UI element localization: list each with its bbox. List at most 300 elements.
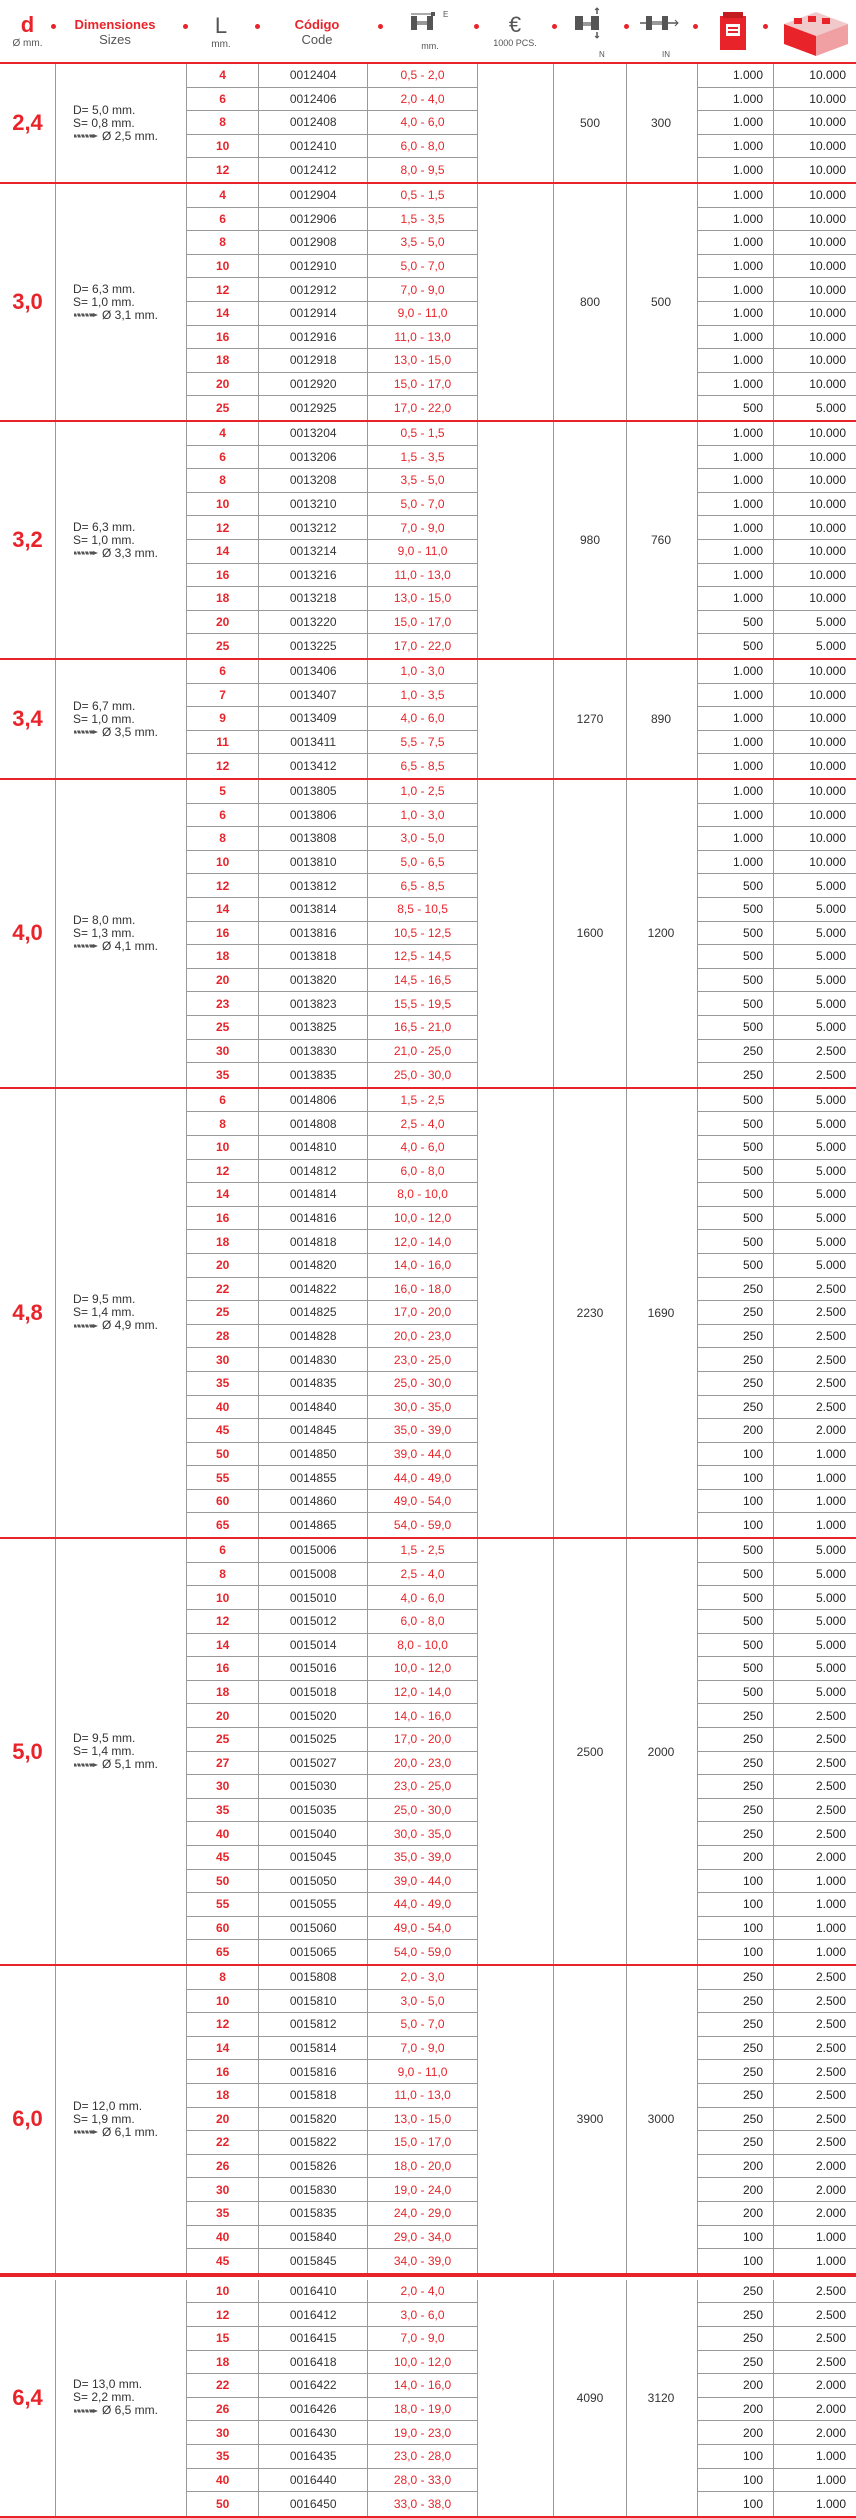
packaging-row (697, 634, 856, 658)
length-cell: 27 (187, 1752, 259, 1775)
table-row (187, 1681, 478, 1705)
header-dot (763, 24, 768, 29)
table-row (187, 1254, 478, 1278)
drill-bit-icon (73, 942, 99, 950)
packaging-row (697, 2013, 856, 2037)
table-row (187, 827, 478, 851)
table-row (187, 634, 478, 658)
header-dot (474, 24, 479, 29)
box-qty-cell: 200 (697, 2155, 774, 2178)
length-cell: 6 (187, 660, 259, 683)
length-cell: 60 (187, 1490, 259, 1513)
box-qty-cell: 250 (697, 1372, 774, 1395)
drill-bit-icon (73, 549, 99, 557)
table-row (187, 1278, 478, 1302)
box-qty-cell: 1.000 (697, 564, 774, 587)
box-qty-cell: 500 (697, 611, 774, 634)
length-cell: 50 (187, 1870, 259, 1893)
carton-qty-cell: 2.500 (815, 1399, 846, 1414)
carton-qty-cell: 5.000 (815, 949, 846, 964)
dimension-S: S= 1,4 mm. (73, 1744, 135, 1759)
packaging-row (697, 422, 856, 446)
packaging-row (697, 516, 856, 540)
packaging-row (697, 2037, 856, 2061)
grip-range-cell: 39,0 - 44,0 (368, 1870, 478, 1893)
grip-range-cell: 4,0 - 6,0 (368, 1586, 478, 1609)
carton-qty-cell: 10.000 (809, 139, 846, 154)
code-cell: 0015006 (259, 1539, 368, 1562)
table-row (187, 2351, 478, 2375)
grip-range-cell: 4,0 - 6,0 (368, 1136, 478, 1159)
box-qty-cell: 250 (697, 1348, 774, 1371)
packaging-row (697, 2445, 856, 2469)
box-qty-cell: 250 (697, 2327, 774, 2350)
dimension-S: S= 0,8 mm. (73, 115, 135, 130)
length-cell: 10 (187, 1990, 259, 2013)
code-cell: 0015027 (259, 1752, 368, 1775)
box-qty-cell: 200 (697, 2178, 774, 2201)
box-qty-cell: 1.000 (697, 349, 774, 372)
grip-range-cell: 5,5 - 7,5 (368, 731, 478, 754)
carton-qty-cell: 10.000 (809, 188, 846, 203)
code-cell: 0012404 (259, 64, 368, 87)
shear-cell: 760 (625, 422, 698, 658)
table-row (187, 1563, 478, 1587)
header-L-label: L (214, 13, 228, 38)
product-group (0, 2280, 856, 2518)
grip-range-cell: 14,0 - 16,0 (368, 1254, 478, 1277)
price-cell: 4090 (553, 2280, 627, 2516)
table-row (187, 1634, 478, 1658)
code-cell: 0014840 (259, 1396, 368, 1419)
box-qty-cell: 500 (697, 1586, 774, 1609)
diameter-value: 6,0 (0, 1966, 56, 2273)
carton-qty-cell: 10.000 (809, 68, 846, 83)
grip-range-cell: 18,0 - 20,0 (368, 2155, 478, 2178)
grip-range-cell: 33,0 - 38,0 (368, 2492, 478, 2516)
drill-bit-icon (73, 311, 99, 319)
table-row (187, 2060, 478, 2084)
code-cell: 0012920 (259, 373, 368, 396)
box-qty-cell: 1.000 (697, 804, 774, 827)
product-group (0, 780, 856, 1089)
code-cell: 0013204 (259, 422, 368, 445)
carton-qty-cell: 10.000 (809, 520, 846, 535)
table-row (187, 1207, 478, 1231)
packaging-row (697, 469, 856, 493)
grip-range-cell: 14,0 - 16,0 (368, 1704, 478, 1727)
product-group (0, 660, 856, 780)
code-cell: 0016418 (259, 2351, 368, 2374)
grip-range-cell: 7,0 - 9,0 (368, 278, 478, 301)
code-cell: 0013816 (259, 922, 368, 945)
length-cell: 4 (187, 184, 259, 207)
grip-range-cell: 1,0 - 3,0 (368, 804, 478, 827)
price-cell: 1600 (553, 780, 627, 1087)
length-cell: 20 (187, 1254, 259, 1277)
group-rows (187, 64, 478, 182)
length-cell: 18 (187, 1230, 259, 1253)
grip-range-cell: 0,5 - 1,5 (368, 184, 478, 207)
grip-range-cell: 54,0 - 59,0 (368, 1940, 478, 1964)
code-cell: 0015820 (259, 2108, 368, 2131)
euro-icon: € (508, 12, 522, 37)
carton-qty-cell: 2.000 (815, 2159, 846, 2174)
length-cell: 35 (187, 1372, 259, 1395)
table-row (187, 945, 478, 969)
grip-range-cell: 9,0 - 11,0 (368, 2060, 478, 2083)
carton-qty-cell: 5.000 (815, 996, 846, 1011)
length-cell: 12 (187, 2303, 259, 2326)
box-qty-cell: 500 (697, 1016, 774, 1039)
product-group (0, 184, 856, 422)
packaging-row (697, 2327, 856, 2351)
length-cell: 22 (187, 2374, 259, 2397)
packaging-row (697, 88, 856, 112)
length-cell: 16 (187, 2060, 259, 2083)
carton-qty-cell: 10.000 (809, 807, 846, 822)
table-row (187, 396, 478, 420)
hole-diameter-value: Ø 5,1 mm. (102, 1757, 159, 1772)
code-cell: 0015018 (259, 1681, 368, 1704)
packaging-row (697, 231, 856, 255)
header-per: 1000 PCS. (493, 38, 537, 48)
carton-qty-cell: 2.000 (815, 2425, 846, 2440)
packaging-row (697, 898, 856, 922)
grip-range-cell: 35,0 - 39,0 (368, 1419, 478, 1442)
table-row (187, 1940, 478, 1964)
table-row (187, 64, 478, 88)
carton-qty-cell: 5.000 (815, 1590, 846, 1605)
table-row (187, 255, 478, 279)
code-cell: 0013411 (259, 731, 368, 754)
packaging-rows (697, 660, 856, 778)
hole-diameter-value: Ø 6,1 mm. (102, 2124, 159, 2139)
carton-qty-cell: 10.000 (809, 497, 846, 512)
grip-range-cell: 6,0 - 8,0 (368, 135, 478, 158)
code-cell: 0015808 (259, 1966, 368, 1989)
grip-range-cell: 10,0 - 12,0 (368, 1207, 478, 1230)
box-qty-cell: 250 (697, 1728, 774, 1751)
shear-cell: 500 (625, 184, 698, 420)
packaging-row (697, 2469, 856, 2493)
packaging-row (697, 2492, 856, 2516)
carton-qty-cell: 10.000 (809, 544, 846, 559)
carton-qty-cell: 10.000 (809, 353, 846, 368)
grip-range-cell: 10,5 - 12,5 (368, 922, 478, 945)
group-rows (187, 1966, 478, 2273)
carton-qty-cell: 5.000 (815, 401, 846, 416)
table-row (187, 349, 478, 373)
carton-qty-cell: 10.000 (809, 377, 846, 392)
grip-range-cell: 4,0 - 6,0 (368, 111, 478, 134)
carton-qty-cell: 10.000 (809, 473, 846, 488)
shear-cell: 2000 (625, 1539, 698, 1964)
grip-range-cell: 3,5 - 5,0 (368, 469, 478, 492)
length-cell: 26 (187, 2398, 259, 2421)
grip-range-cell: 15,0 - 17,0 (368, 2131, 478, 2154)
code-cell: 0013218 (259, 587, 368, 610)
table-row (187, 2469, 478, 2493)
header-e-label: E (443, 10, 449, 19)
packaging-rows (697, 422, 856, 658)
carton-qty-cell: 5.000 (815, 902, 846, 917)
box-qty-cell: 1.000 (697, 780, 774, 803)
table-row (187, 2155, 478, 2179)
table-row (187, 1325, 478, 1349)
box-qty-cell: 500 (697, 1681, 774, 1704)
carton-qty-cell: 2.500 (815, 1779, 846, 1794)
code-cell: 0013805 (259, 780, 368, 803)
grip-range-cell: 7,0 - 9,0 (368, 516, 478, 539)
packaging-row (697, 135, 856, 159)
group-rows (187, 2280, 478, 2516)
code-cell: 0015025 (259, 1728, 368, 1751)
header-in-sub: IN (662, 50, 670, 59)
grip-range-cell: 6,5 - 8,5 (368, 874, 478, 897)
packaging-row (697, 684, 856, 708)
diameter-value: 6,4 (0, 2280, 56, 2516)
code-cell: 0013225 (259, 634, 368, 658)
group-rows (187, 184, 478, 420)
box-qty-cell: 500 (697, 1657, 774, 1680)
table-row (187, 731, 478, 755)
packaging-row (697, 945, 856, 969)
packaging-row (697, 1681, 856, 1705)
length-cell: 6 (187, 208, 259, 231)
box-qty-cell: 200 (697, 2398, 774, 2421)
grip-range-cell: 1,5 - 2,5 (368, 1089, 478, 1112)
code-cell: 0015008 (259, 1563, 368, 1586)
box-qty-cell: 200 (697, 2202, 774, 2225)
group-rows (187, 1539, 478, 1964)
carton-qty-cell: 5.000 (815, 1163, 846, 1178)
hole-diameter-value: Ø 4,9 mm. (102, 1318, 159, 1333)
carton-qty-cell: 10.000 (809, 163, 846, 178)
header-price (485, 0, 545, 62)
table-row (187, 1089, 478, 1113)
dimension-S: S= 1,0 mm. (73, 294, 135, 309)
carton-qty-cell: 5.000 (815, 1140, 846, 1155)
header-L-sub: mm. (211, 39, 231, 50)
carton-qty-cell: 5.000 (815, 1685, 846, 1700)
grip-range-cell: 2,0 - 3,0 (368, 1966, 478, 1989)
packaging-row (697, 1325, 856, 1349)
code-cell: 0015845 (259, 2249, 368, 2273)
carton-qty-cell: 2.500 (815, 1352, 846, 1367)
length-cell: 20 (187, 1704, 259, 1727)
grip-range-cell: 25,0 - 30,0 (368, 1063, 478, 1087)
packaging-row (697, 851, 856, 875)
grip-range-cell: 13,0 - 15,0 (368, 349, 478, 372)
box-qty-cell: 100 (697, 2445, 774, 2468)
grip-range-cell: 29,0 - 34,0 (368, 2226, 478, 2249)
grip-range-cell: 2,0 - 4,0 (368, 88, 478, 111)
length-cell: 9 (187, 707, 259, 730)
table-row (187, 992, 478, 1016)
packaging-row (697, 1089, 856, 1113)
table-row (187, 158, 478, 182)
box-qty-cell: 100 (697, 2469, 774, 2492)
table-row (187, 1990, 478, 2014)
box-qty-cell: 1.000 (697, 587, 774, 610)
table-row (187, 540, 478, 564)
box-qty-cell: 250 (697, 2060, 774, 2083)
code-cell: 0015060 (259, 1917, 368, 1940)
box-qty-cell: 1.000 (697, 731, 774, 754)
carton-qty-cell: 1.000 (815, 1945, 846, 1960)
code-cell: 0013823 (259, 992, 368, 1015)
table-row (187, 135, 478, 159)
box-qty-cell: 200 (697, 2374, 774, 2397)
code-cell: 0016450 (259, 2492, 368, 2516)
packaging-row (697, 1893, 856, 1917)
grip-range-cell: 1,5 - 3,5 (368, 208, 478, 231)
box-qty-cell: 100 (697, 2249, 774, 2273)
packaging-row (697, 780, 856, 804)
length-cell: 25 (187, 1016, 259, 1039)
length-cell: 14 (187, 1183, 259, 1206)
grip-range-cell: 12,0 - 14,0 (368, 1230, 478, 1253)
grip-range-cell: 30,0 - 35,0 (368, 1396, 478, 1419)
carton-qty-cell: 1.000 (815, 1518, 846, 1533)
length-cell: 30 (187, 2421, 259, 2444)
table-row (187, 373, 478, 397)
table-row (187, 1183, 478, 1207)
length-cell: 8 (187, 111, 259, 134)
grip-range-cell: 9,0 - 11,0 (368, 302, 478, 325)
table-row (187, 1657, 478, 1681)
dimension-D: D= 6,3 mm. (73, 519, 136, 534)
packaging-row (697, 2351, 856, 2375)
packaging-row (697, 969, 856, 993)
packaging-row (697, 1539, 856, 1563)
carton-qty-cell: 1.000 (815, 1447, 846, 1461)
length-cell: 25 (187, 1301, 259, 1324)
carton-qty-cell: 10.000 (809, 235, 846, 250)
code-cell: 0015012 (259, 1610, 368, 1633)
packaging-row (697, 1254, 856, 1278)
packaging-row (697, 1278, 856, 1302)
carton-qty-cell: 2.500 (815, 2307, 846, 2322)
table-row (187, 587, 478, 611)
box-qty-cell: 1.000 (697, 754, 774, 778)
box-qty-cell: 250 (697, 1040, 774, 1063)
packaging-rows (697, 64, 856, 182)
length-cell: 60 (187, 1917, 259, 1940)
packaging-row (697, 827, 856, 851)
header-codigo: Código (294, 17, 340, 32)
length-cell: 18 (187, 2351, 259, 2374)
grip-range-cell: 8,0 - 9,5 (368, 158, 478, 182)
grip-range-cell: 9,0 - 11,0 (368, 540, 478, 563)
product-group (0, 62, 856, 184)
code-cell: 0012914 (259, 302, 368, 325)
grip-range-cell: 1,5 - 2,5 (368, 1539, 478, 1562)
packaging-row (697, 1966, 856, 1990)
grip-range-cell: 2,0 - 4,0 (368, 2280, 478, 2303)
carton-qty-cell: 2.500 (815, 1826, 846, 1841)
table-row (187, 611, 478, 635)
length-cell: 12 (187, 278, 259, 301)
carton-qty-cell: 5.000 (815, 1187, 846, 1202)
length-cell: 28 (187, 1325, 259, 1348)
tensile-force-icon (638, 10, 688, 36)
table-row (187, 2303, 478, 2327)
dimension-D: D= 9,5 mm. (73, 1292, 136, 1307)
code-cell: 0014818 (259, 1230, 368, 1253)
packaging-row (697, 2178, 856, 2202)
packaging-row (697, 1183, 856, 1207)
carton-qty-cell: 2.500 (815, 1329, 846, 1344)
packaging-rows (697, 2280, 856, 2516)
header-dimensions (60, 0, 170, 62)
box-qty-cell: 500 (697, 945, 774, 968)
diameter-value: 5,0 (0, 1539, 56, 1964)
code-cell: 0012908 (259, 231, 368, 254)
packaging-row (697, 2421, 856, 2445)
box-qty-cell: 500 (697, 1634, 774, 1657)
code-cell: 0015065 (259, 1940, 368, 1964)
grip-range-cell: 13,0 - 15,0 (368, 587, 478, 610)
header-code (262, 0, 372, 62)
box-qty-cell: 100 (697, 1940, 774, 1964)
grip-range-cell: 17,0 - 20,0 (368, 1728, 478, 1751)
length-cell: 4 (187, 422, 259, 445)
box-qty-cell: 500 (697, 992, 774, 1015)
hole-diameter (73, 2126, 186, 2139)
length-cell: 22 (187, 1278, 259, 1301)
packaging-row (697, 184, 856, 208)
box-qty-cell: 1.000 (697, 827, 774, 850)
dimension-D: D= 8,0 mm. (73, 912, 136, 927)
packaging-row (697, 2303, 856, 2327)
header-d (0, 0, 55, 62)
carton-qty-cell: 10.000 (809, 664, 846, 679)
packaging-rows (697, 1966, 856, 2273)
box-qty-cell: 1.000 (697, 88, 774, 111)
table-row (187, 516, 478, 540)
length-cell: 45 (187, 1846, 259, 1869)
box-qty-cell: 1.000 (697, 373, 774, 396)
box-qty-cell: 250 (697, 1775, 774, 1798)
grip-range-cell: 6,5 - 8,5 (368, 754, 478, 778)
header-tensile (632, 0, 694, 62)
table-row (187, 1443, 478, 1467)
code-cell: 0014830 (259, 1348, 368, 1371)
code-cell: 0013830 (259, 1040, 368, 1063)
box-qty-cell: 250 (697, 1799, 774, 1822)
table-row (187, 2013, 478, 2037)
code-cell: 0014816 (259, 1207, 368, 1230)
carton-qty-cell: 1.000 (815, 1470, 846, 1485)
packaging-row (697, 1563, 856, 1587)
table-row (187, 111, 478, 135)
length-cell: 8 (187, 1112, 259, 1135)
packaging-row (697, 64, 856, 88)
box-qty-cell: 1.000 (697, 278, 774, 301)
code-cell: 0014855 (259, 1466, 368, 1489)
grip-range-cell: 30,0 - 35,0 (368, 1822, 478, 1845)
packaging-row (697, 1490, 856, 1514)
length-cell: 5 (187, 780, 259, 803)
length-cell: 7 (187, 684, 259, 707)
grip-range-cell: 28,0 - 33,0 (368, 2469, 478, 2492)
length-cell: 45 (187, 2249, 259, 2273)
packaging-rows (697, 1539, 856, 1964)
table-row (187, 2374, 478, 2398)
box-qty-cell: 1.000 (697, 184, 774, 207)
